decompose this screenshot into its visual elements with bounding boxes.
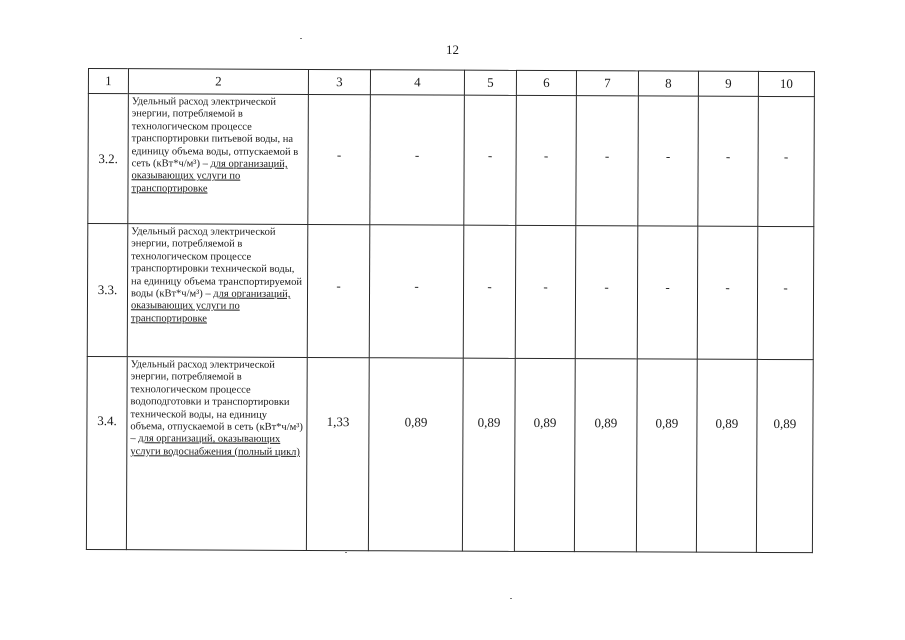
header-cell-5: 5 [464, 70, 516, 95]
scan-speck [300, 38, 302, 39]
row-description [128, 94, 309, 225]
header-cell-8: 8 [638, 71, 698, 96]
scan-speck [510, 598, 512, 599]
description-underlined: для организаций, оказывающих услуги по транспортировке [131, 158, 288, 195]
value-cell: - [464, 95, 517, 225]
value-cell: 0,89 [514, 358, 575, 551]
description-underlined: для организаций, оказывающих услуги водоснабжения (полный цикл) [130, 433, 300, 458]
value-cell: - [697, 226, 758, 359]
value-cell: - [307, 224, 370, 357]
header-cell-7: 7 [576, 71, 638, 96]
description-text: Удельный расход электрической энергии, потребляемой в технологическом процессе водоподготовки и транспортировки технической воды, на единицу объема, отпускаемой в сеть (кВт*ч/м³) – [130, 359, 303, 445]
scan-speck [345, 552, 347, 553]
value-cell: - [758, 96, 815, 226]
value-cell: - [370, 95, 465, 225]
value-cell: 0,89 [696, 359, 757, 552]
description-text: Удельный расход электрической энергии, потребляемой в технологическом процессе транспортировки питьевой воды, на единицу объема воды, отпускаемой в сеть (кВт*ч/м³) – [131, 96, 299, 170]
row-number: 3.3. [87, 224, 128, 357]
value-cell: - [463, 225, 516, 358]
row-description [127, 224, 308, 358]
value-cell: - [308, 94, 371, 224]
value-cell: 0,89 [756, 359, 813, 552]
value-cell: 0,89 [368, 358, 463, 551]
value-cell: 0,89 [462, 358, 515, 551]
value-cell: - [515, 225, 576, 358]
value-cell: - [638, 96, 699, 226]
header-cell-3: 3 [308, 69, 370, 94]
description-underlined: для организаций, оказывающих услуги по транспортировке [130, 288, 291, 325]
table-row [86, 356, 813, 552]
value-cell: - [516, 95, 577, 225]
row-number: 3.4. [86, 356, 127, 549]
header-cell-2: 2 [128, 69, 308, 95]
table-row [87, 224, 814, 360]
page-number: 12 [446, 42, 459, 57]
value-cell: - [698, 96, 759, 226]
row-description [126, 357, 307, 551]
value-cell: 0,89 [574, 359, 637, 552]
header-cell-10: 10 [758, 71, 814, 96]
header-cell-1: 1 [88, 69, 128, 94]
value-cell: - [637, 226, 698, 359]
value-cell: - [576, 96, 639, 226]
value-cell: 0,89 [636, 359, 697, 552]
value-cell: - [757, 226, 814, 359]
data-table [86, 68, 815, 553]
header-cell-9: 9 [698, 71, 758, 96]
table-row [88, 94, 815, 227]
value-cell: 1,33 [306, 357, 369, 550]
header-cell-6: 6 [516, 70, 576, 95]
header-row [88, 69, 814, 97]
row-number: 3.2. [88, 94, 129, 224]
header-cell-4: 4 [370, 70, 464, 95]
value-cell: - [369, 225, 464, 358]
description-text: Удельный расход электрической энергии, потребляемой в технологическом процессе транспортировки технической воды, на единицу объема транспортируемой воды (кВт*ч/м³) – [130, 226, 302, 300]
value-cell: - [575, 226, 638, 359]
